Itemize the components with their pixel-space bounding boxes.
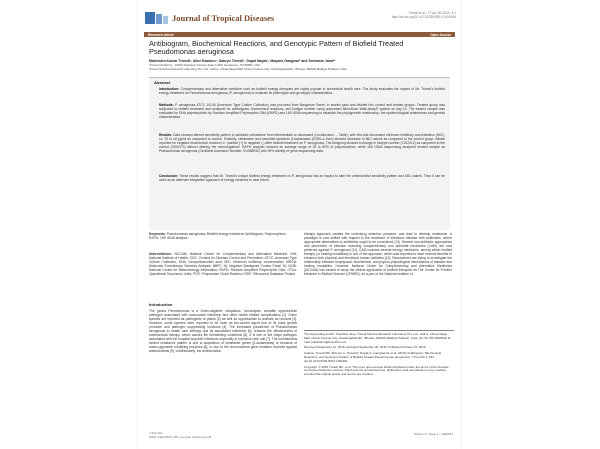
footer-left [149,432,211,440]
keywords-text: Pseudomonas aeruginosa; Biofield energy treatment; Antibiogram; Polymorphism; RAPD; 16S rDNA analysis [149,232,287,240]
abstract-results-label: Results: [159,133,173,137]
footer-volume: Volume 4 • Issue 1 • 1000181 [413,432,453,436]
journal-logo-icon [144,10,170,26]
open-access-label: Open Access [430,32,451,37]
affiliation-1: ¹Trivedi Global Inc., 10624 S Eastern Avenue Suite A-969, Henderson, NV 89052, USA [149,63,261,67]
footer-journal: J Trop Dis [149,431,163,435]
abstract-results [159,133,445,153]
abstract-conclusion [159,174,445,182]
abstract-methods-label: Methods: [159,103,174,107]
abstract-introduction-label: Introduction: [159,87,180,91]
introduction-left-column: The genus Pseudomonas is a Gram-negative, ubiquitous, rod-shaped, versatile opportunistic pathogen associated with nosocomial infections and other health related complications [1]. Some species are reported as pathogenic to plants [2] as well as opportunistic to animals as humans [3]. However, some species were reported to be used as bio-control agent due to its plant growth promoter and pathogen suppressing functions [4]. The increased prevalence of Pseudomonas aeruginosa in health care settings and its associated infections [5], reduces the effectiveness of antimicrobial therapy, which causes life threatening conditions [6]. It is one of the major pathogen associated with the hospital acquired infections especially in intensive care unit [7]. The mechanisms behind resistance pattern is due to acquisition of resistance genes (β-lactamases) or because of amino-glycoside modifying enzymes [8], or due to the chromosomal gene mutation involved against antimicrobials [9]. Unfortunately, the antimicrobial [149,309,297,353]
abstract-introduction-text: Complementary and alternative medicine such as biofield energy therapies are highly popular in biomedical health care. The study evaluates the impact of Mr. Trivedi's biofield energy treatment on Pseudomonas aeruginosa (P. aeruginosa) to evaluate its phenotypic and genotypic characteristics. [159,87,446,95]
copyright-note: Copyright: © 2015 Trivedi MK, et al. This is an open-access article distributed under the terms of the Creative Commons Attribution License, which permits unrestricted use, distribution, and reproduction in any medium, provided the original author and source are credited. [304,364,449,377]
journal-doi[interactable]: http://dx.doi.org/10.4172/2329-891X.1000184 [391,15,456,19]
footer-issn: ISSN: 2329-891X JTD, an open access journal [149,434,212,439]
abstract-introduction [159,87,445,95]
article-type-label: Research Article [148,32,174,37]
abstract-box [149,77,450,230]
paper-page [138,0,461,449]
article-type-bar [144,32,455,37]
abstract-conclusion-label: Conclusion: [159,174,179,178]
introduction-right-column: therapy approach creates the underlying selection pressure, and lead to develop resistance. A paradigm is now shifted with respect to the treatment of infectious disease with antibiotics, where appropriate alternatives to antibiotics ought to be considered [10]. Several non-antibiotic approaches and prevention of infection including complementary and alternate medicines (CAM) are now preferred against P. aeruginosa [11]. CAM includes several energy medicines, among which biofield therapy (or healing modalities) is one of the approach, which was reported to have several benefits to enhance both physical and emotional human wellness [12]. Researchers are trying to investigate the relationship between biophysical, biochemical, and psycho-physiological mechanisms of disease and healing modalities. However, National Center for Complementary and Alternative Medicines (NCCAM) has funded to study the clinical application of biofield therapies as The Center for Frontier Medicine in Biofield Science (CFMBS), as a part of the National Institute of [304,232,452,276]
abstract-conclusion-text: These results suggest that Mr. Trivedi's unique biofield energy treatment on P. aeruginosa has an impact to alter the antimicrobial sensitivity pattern and MIC values. Thus it can be used as an alternate integrative approach of energy medicine in near future. [159,174,445,182]
affiliations [149,64,449,71]
journal-citation-block [366,11,456,19]
publication-dates: Received September 10, 2015; Accepted September 30, 2015; Published October 07, 2015 [304,345,426,350]
citation-note: Citation: Trivedi MK, Branton A, Trivedi D, Nayak G, Gangwar M, et al. (2015) Antibiogram, Biochemical Reactions, and Genotypic Pattern of Biofield Treated Pseudomonas aeruginosa. J Trop Dis 4: 181. doi:10.4172/2329-891X.1000181 [304,351,442,363]
author-list: Mahendra Kumar Trivedi¹, Alice Branton¹, Dahryn Trivedi¹, Gopal Nayak¹, Mayank Gangwar² and Snehasis Jana²* [149,59,336,63]
article-title: Antibiogram, Biochemical Reactions, and Genotypic Pattern of Biofield Treated Pseudomonas aeruginosa [149,39,404,57]
abstract-results-text: Data showed altered sensitivity pattern in antibiotic cefotaxime from intermediate to decreased (Levofloxacin ... Table), with few-fold decreased minimum inhibitory concentration (MIC), i.e. 32 to ≤8 µg/ml as compared to control. Similarly, cefotaxime and extended-spectrum β-lactamases (ESBL-a Scrn) showed decrease in MIC values as compared to the control group. Nitrate reported for negative biochemical reaction i.e. positive (+) to negative (-) after biofield treatment on P. aeruginosa. The biotyping showed a change in biotype number (7202212) as compared to the control (0200073) without altering the microorganism. RAPD analysis showed an average range of 26 to 50% of polymorphism, while 16S rDNA sequencing analyzed treated sample as Pseudomonas aeruginosa (GenBank Accession Number: EU088932) with 99% identity of gene sequencing data. [159,133,445,153]
corresponding-author: *Corresponding author: Snehasis Jana, Trivedi Science Research Laboratory Pvt. Ltd., Hall-A, Chinar Mega Mall, Chinar Fortune City, Hoshangabad Rd., Bhopal- 462026 Madhya Pradesh, India, Tel: 91-755-6660006; E-mail: publication@trivedisrl.com [304,332,452,344]
affiliation-2: ²Trivedi Science Research Laboratory Pvt. Ltd., Hall-A, Chinar Mega Mall, Chinar Fortune City, Hoshangabad Rd., Bhopal- 462026 Madhya Pradesh, India [149,66,347,71]
journal-name: Journal of Tropical Diseases [172,13,275,23]
introduction-heading: Introduction [149,302,173,307]
abstract-heading: Abstract [154,80,171,85]
journal-citation: Trivedi et al., J Trop Dis 2015, 4:1 [408,11,456,15]
abstract-methods [159,103,445,119]
abbreviations-label: Abbreviations: [149,252,173,256]
abstract-methods-text: P. aeruginosa ATCC 10145 (American Type Culture Collection) was procured from Bangalore Genei, in sealed pack and divided into control and treated groups. Treated group was subjected to biofield treatment and analyzed for antibiogram, biochemical reactions, and biotype number using automated MicroScan Walk-Away® system on day 10. The treated sample was evaluated for DNA polymorphism by Random Amplified Polymorphic DNA (RAPD) and 16S rDNA sequencing to establish the phylogenetic relationship, the epidemiological relatedness and genetic characteristics. [159,103,445,119]
keywords-label: Keywords: [149,232,166,236]
keywords [149,232,297,240]
abbreviations-text: NCCAM: National Center for Complementary and Alternative Medicine; NIH: National Institute of Health; CDC: Centers for Disease Control and Prevention; ATCC: American Type Culture Collection; DNA: Deoxyribonucleic acid; MIC: Minimum inhibitory concentration; MRGA: Molecular Evolutionary Genetics Analysis; NBPC 16: Negative Breakpoint Combo Panel 16; NCBI: National Center for Biotechnology Information; RAPD: Random Amplified Polymorphic DNA; OTUs: Operational Taxonomic Units; PCR: Polymerase Chain Reaction; RDP: Ribosomal Database Project [149,252,297,276]
journal-header [144,8,456,28]
abbreviations [149,252,297,276]
correspondence-block [304,330,454,377]
